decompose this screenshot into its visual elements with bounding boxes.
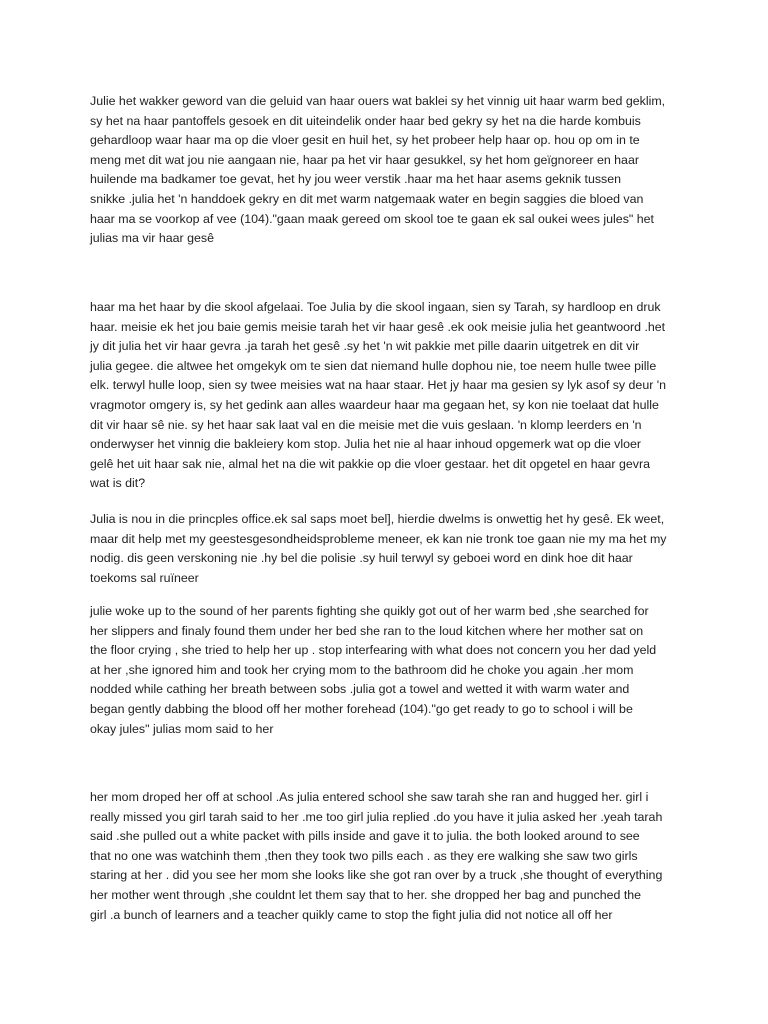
paragraph-english-school: her mom droped her off at school .As julia entered school she saw tarah she ran and hugged her. girl i really missed you girl tarah said to her .me too girl julia replied .do you have it julia asked her .yeah tarah said .she pulled out a white packet with pills inside and gave it to julia. the both looked around to see that no one was watchinh them ,then they took two pills each . as they ere walking she saw two girls staring at her . did you see her mom she looks like she got ran over by a truck ,she thought of everything her mother went through ,she couldnt let them say that to her. she dropped her bag and punched the girl .a bunch of learners and a teacher quikly came to stop the fight julia did not notice all off her	[90, 790, 663, 922]
paragraph-afrikaans-office: Julia is nou in die princples office.ek sal saps moet bel], hierdie dwelms is onwettig het hy gesê. Ek weet, maar dit help met my geestesgesondheidsprobleme meneer, ek kan nie tronk toe gaan nie my ma het my nodig. dis geen verskoning nie .hy bel die polisie .sy huil terwyl sy geboei word en dink hoe dit haar toekoms sal ruïneer	[90, 512, 667, 585]
paragraph-afrikaans-wakeup: Julie het wakker geword van die geluid van haar ouers wat baklei sy het vinnig uit haar warm bed geklim, sy het na haar pantoffels gesoek en dit uiteindelik onder haar bed gekry sy het na die harde kombuis gehardloop waar haar ma op die vloer gesit en huil het, sy het probeer help haar op. hou op om in te meng met dit wat jou nie aangaan nie, haar pa het vir haar gesukkel, sy het hom geïgnoreer en haar huilende ma badkamer toe gevat, het hy jou weer verstik .haar ma het haar asems geknik tussen snikke .julia het 'n handdoek gekry en dit met warm natgemaak water en begin saggies die bloed van haar ma se voorkop af vee (104)."gaan maak gereed om skool toe te gaan ek sal oukei wees jules" het julias ma vir haar gesê	[90, 94, 666, 246]
paragraph-english-wakeup: julie woke up to the sound of her parents fighting she quikly got out of her warm bed ,she searched for her slippers and finaly found them under her bed she ran to the loud kitchen where her mother sat on the floor crying , she tried to help her up . stop interfearing with what does not concern you her dad yeld at her ,she ignored him and took her crying mom to the bathroom did he choke you again .her mom nodded while cathing her breath between sobs .julia got a towel and wetted it with warm water and began gently dabbing the blood off her mother forehead (104)."go get ready to go to school i will be okay jules" julias mom said to her	[90, 604, 657, 736]
paragraph-afrikaans-school: haar ma het haar by die skool afgelaai. Toe Julia by die skool ingaan, sien sy Tarah, sy hardloop en druk haar. meisie ek het jou baie gemis meisie tarah het vir haar gesê .ek ook meisie julia het geantwoord .het jy dit julia het vir haar gevra .ja tarah het gesê .sy het 'n wit pakkie met pille daarin uitgetrek en dit vir julia gegee. die altwee het omgekyk om te sien dat niemand hulle dophou nie, toe neem hulle twee pille elk. terwyl hulle loop, sien sy twee meisies wat na haar staar. Het jy haar ma gesien sy lyk asof sy deur 'n vragmotor omgery is, sy het gedink aan alles waardeur haar ma gegaan het, sy kon nie toelaat dat hulle dit vir haar sê nie. sy het haar sak laat val en die meisie met die vuis geslaan. 'n klomp leerders en 'n onderwyser het vinnig die bakleiery kom stop. Julia het nie al haar inhoud opgemerk wat op die vloer gelê het uit haar sak nie, almal het na die wit pakkie op die vloer gestaar. het dit opgetel en haar gevra wat is dit?	[90, 300, 667, 491]
